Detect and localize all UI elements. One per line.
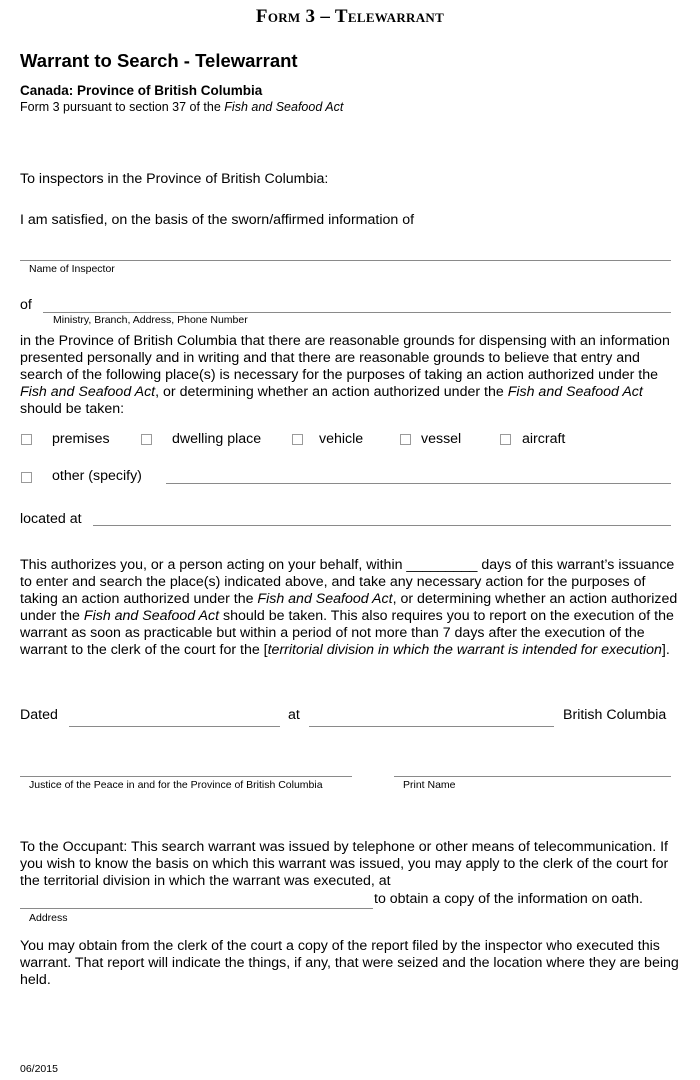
address-field[interactable] (20, 908, 373, 909)
pursuant-line (20, 100, 343, 114)
dwelling-checkbox[interactable] (141, 434, 152, 445)
footer-date: 06/2015 (20, 1063, 58, 1075)
justice-signature-field[interactable] (20, 776, 352, 777)
authorizes-act-1: Fish and Seafood Act (257, 591, 393, 607)
authorizes-italic: territorial division in which the warrant is intended for execution (267, 642, 662, 658)
jurisdiction: Canada: Province of British Columbia (20, 83, 263, 98)
pursuant-act: Fish and Seafood Act (224, 100, 344, 114)
occupant-paragraph: To the Occupant: This search warrant was issued by telephone or other means of telecommunication. If you wish to know the basis on which this warrant was issued, you may apply to the clerk of the court for the territorial division in which the warrant was executed, at (20, 839, 669, 889)
satisfied-text: I am satisfied, on the basis of the sworn/affirmed information of (20, 212, 415, 228)
bc-label: British Columbia (563, 707, 667, 723)
other-specify-field[interactable] (166, 483, 671, 484)
authorizes-text-1: This authorizes you, or a person acting on your behalf, within _________ days of this warrant’s issuance to enter and search the place(s) indicated above, and take any necessary action for the purposes of taking an action authorized under the (20, 557, 675, 607)
grounds-text-1: in the Province of British Columbia that there are reasonable grounds for dispensing with an information presented personally and in writing and that there are reasonable grounds to believe that entry and search of the following place(s) is necessary for the purposes of taking an action authorized under the (20, 333, 670, 383)
located-at-label: located at (20, 511, 82, 527)
address-label: Address (29, 912, 68, 924)
at-label: at (288, 707, 300, 723)
print-name-field[interactable] (394, 776, 671, 777)
report-paragraph: You may obtain from the clerk of the court a copy of the report filed by the inspector who executed this warrant. That report will indicate the things, if any, that were seized and the location where they are being held. (20, 938, 679, 988)
authorizes-act-2: Fish and Seafood Act (83, 608, 220, 624)
authorizes-text-2: , or determining whether an action authorized under the (20, 591, 678, 624)
other-checkbox[interactable] (21, 472, 32, 483)
grounds-text-3: should be taken: (20, 401, 125, 417)
dated-label: Dated (20, 707, 58, 723)
premises-checkbox[interactable] (21, 434, 32, 445)
grounds-act-2: Fish and Seafood Act (507, 384, 643, 400)
aircraft-checkbox[interactable] (500, 434, 511, 445)
authorizes-paragraph (20, 557, 680, 659)
aircraft-label: aircraft (522, 431, 566, 447)
form-title: Form 3 – Telewarrant (255, 6, 445, 27)
obtain-copy-text: to obtain a copy of the information on oath. (374, 891, 643, 907)
of-label: of (20, 297, 32, 313)
vehicle-checkbox[interactable] (292, 434, 303, 445)
ministry-field[interactable] (43, 312, 671, 313)
dated-field[interactable] (69, 726, 280, 727)
premises-label: premises (52, 431, 110, 447)
vessel-checkbox[interactable] (400, 434, 411, 445)
justice-label: Justice of the Peace in and for the Province of British Columbia (29, 779, 323, 791)
authorizes-text-3: should be taken. This also requires you to report on the execution of the warrant as soon as practicable but within a period of not more than 7 days after the execution of the warrant to the clerk of the court for the [ (20, 608, 674, 658)
to-inspectors: To inspectors in the Province of British Columbia: (20, 171, 329, 187)
inspector-name-field[interactable] (20, 260, 671, 261)
authorizes-text-4: ]. (661, 642, 670, 658)
print-name-label: Print Name (403, 779, 456, 791)
grounds-paragraph (20, 333, 680, 418)
vessel-label: vessel (421, 431, 462, 447)
other-label: other (specify) (52, 468, 142, 484)
grounds-text-2: , or determining whether an action authorized under the (155, 384, 508, 400)
grounds-act-1: Fish and Seafood Act (20, 384, 156, 400)
vehicle-label: vehicle (319, 431, 364, 447)
located-at-field[interactable] (93, 525, 671, 526)
page-title: Warrant to Search - Telewarrant (20, 50, 298, 71)
dwelling-label: dwelling place (172, 431, 262, 447)
inspector-name-label: Name of Inspector (29, 263, 115, 275)
ministry-label: Ministry, Branch, Address, Phone Number (53, 314, 248, 326)
location-field[interactable] (309, 726, 554, 727)
pursuant-prefix: Form 3 pursuant to section 37 of the (20, 100, 225, 114)
